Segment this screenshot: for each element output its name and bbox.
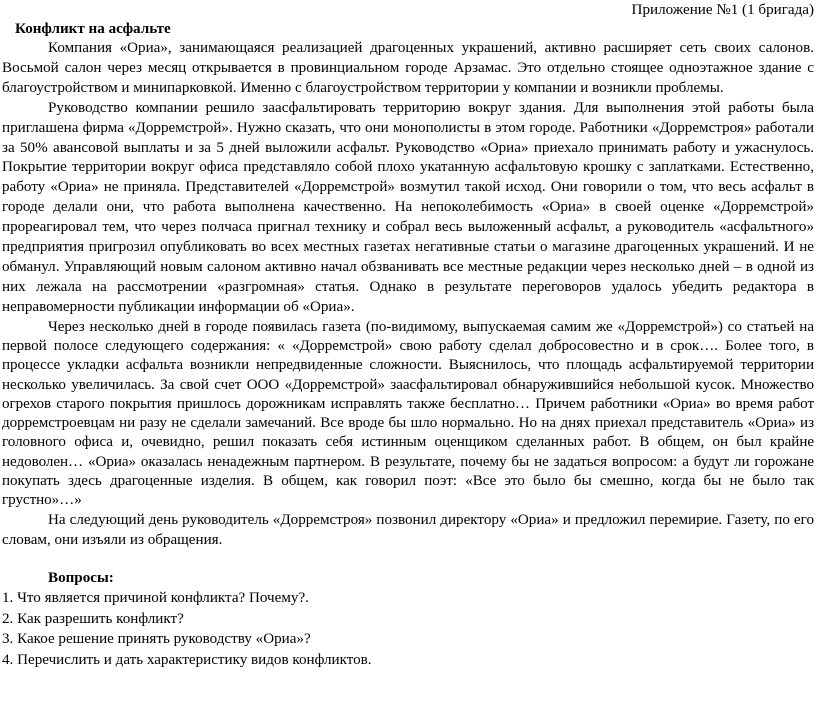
paragraph-truce: На следующий день руководитель «Дорремстроя» позвонил директору «Ориа» и предложил перемирие. Газету, по его словам, они изъяли из обращения. (2, 511, 814, 548)
question-item: 4. Перечислить и дать характеристику видов конфликтов. (2, 651, 372, 668)
paragraph-intro: Компания «Ориа», занимающаяся реализацией драгоценных украшений, активно расширяет сеть своих салонов. Восьмой салон через месяц открывается в провинциальном городе Арзамас. Это отдельно стоящее одноэтажное здание с благоустройством и минипарковкой. Именно с благоустройством территории у компании и возникли проблемы. (2, 40, 814, 96)
question-item: 2. Как разрешить конфликт? (2, 610, 184, 627)
paragraph-conflict: Руководство компании решило заасфальтировать территорию вокруг здания. Для выполнения этой работы была приглашена фирма «Дорремстрой». Нужно сказать, что они монополисты в этом городе. Работники «Дорремстроя» работали за 50% авансовой выплаты и за 5 дней выложили асфальт. Руководство «Ориа» приехало принимать работу и ужаснулось. Покрытие территории вокруг офиса представляло собой плохо укатанную асфальтовую крошку с заплатками. Естественно, работу «Ориа» не приняла. Представителей «Дорремстрой» возмутил такой исход. Они говорили о том, что весь асфальт в городе делали они, что работа выполнена качественно. На непоколебимость «Ориа» в своей оценке «Дорремстрой» прореагировал тем, что через полчаса пригнал технику и собрал весь выложенный асфальт, а руководитель «асфальтного» предприятия пригрозил опубликовать во всех местных газетах негативные статьи о магазине драгоценных украшений. И не обманул. Управляющий новым салоном активно начал обзванивать все местные редакции через несколько дней – в одной из них лежала на рассмотрении «разгромная» статья. Однако в результате переговоров удалось убедить редактора в неправомерности публикации информации об «Ориа». (2, 99, 814, 315)
questions-heading: Вопросы: (48, 570, 114, 587)
case-title: Конфликт на асфальте (15, 21, 171, 37)
paragraph-newspaper: Через несколько дней в городе появилась газета (по-видимому, выпускаемая самим же «Дорремстрой») со статьей на первой полосе следующего содержания: « «Дорремстрой» свою работу сделал добросовестно и в срок…. Более того, в процессе укладки асфальта возникли непредвиденные сложности. Выяснилось, что площадь асфальтируемой территории несколько увеличилась. За свой счет ООО «Дорремстрой» заасфальтировал обнаружившийся небольшой кусок. Множество огрехов старого покрытия пришлось дорожникам исправлять также бесплатно… Причем работники «Ориа» во время работ дорремстроевцам ни разу не сделали замечаний. Все вроде бы шло нормально. Но на днях приехал представитель «Ориа» из головного офиса и, очевидно, решил показать себя истинным оценщиком сделанных работ. В общем, он был крайне недоволен… «Ориа» оказалась ненадежным партнером. В результате, почему бы не задаться вопросом: а будут ли горожане покупать здесь драгоценные изделия. В общем, как говорил поэт: «Все это было бы смешно, когда бы не было так грустно»…» (2, 318, 814, 509)
section-spacer (2, 550, 814, 568)
question-item: 3. Какое решение принять руководству «Ориа»? (2, 631, 311, 648)
question-item: 1. Что является причиной конфликта? Почему?. (2, 590, 309, 607)
appendix-label: Приложение №1 (1 бригада) (631, 2, 814, 18)
